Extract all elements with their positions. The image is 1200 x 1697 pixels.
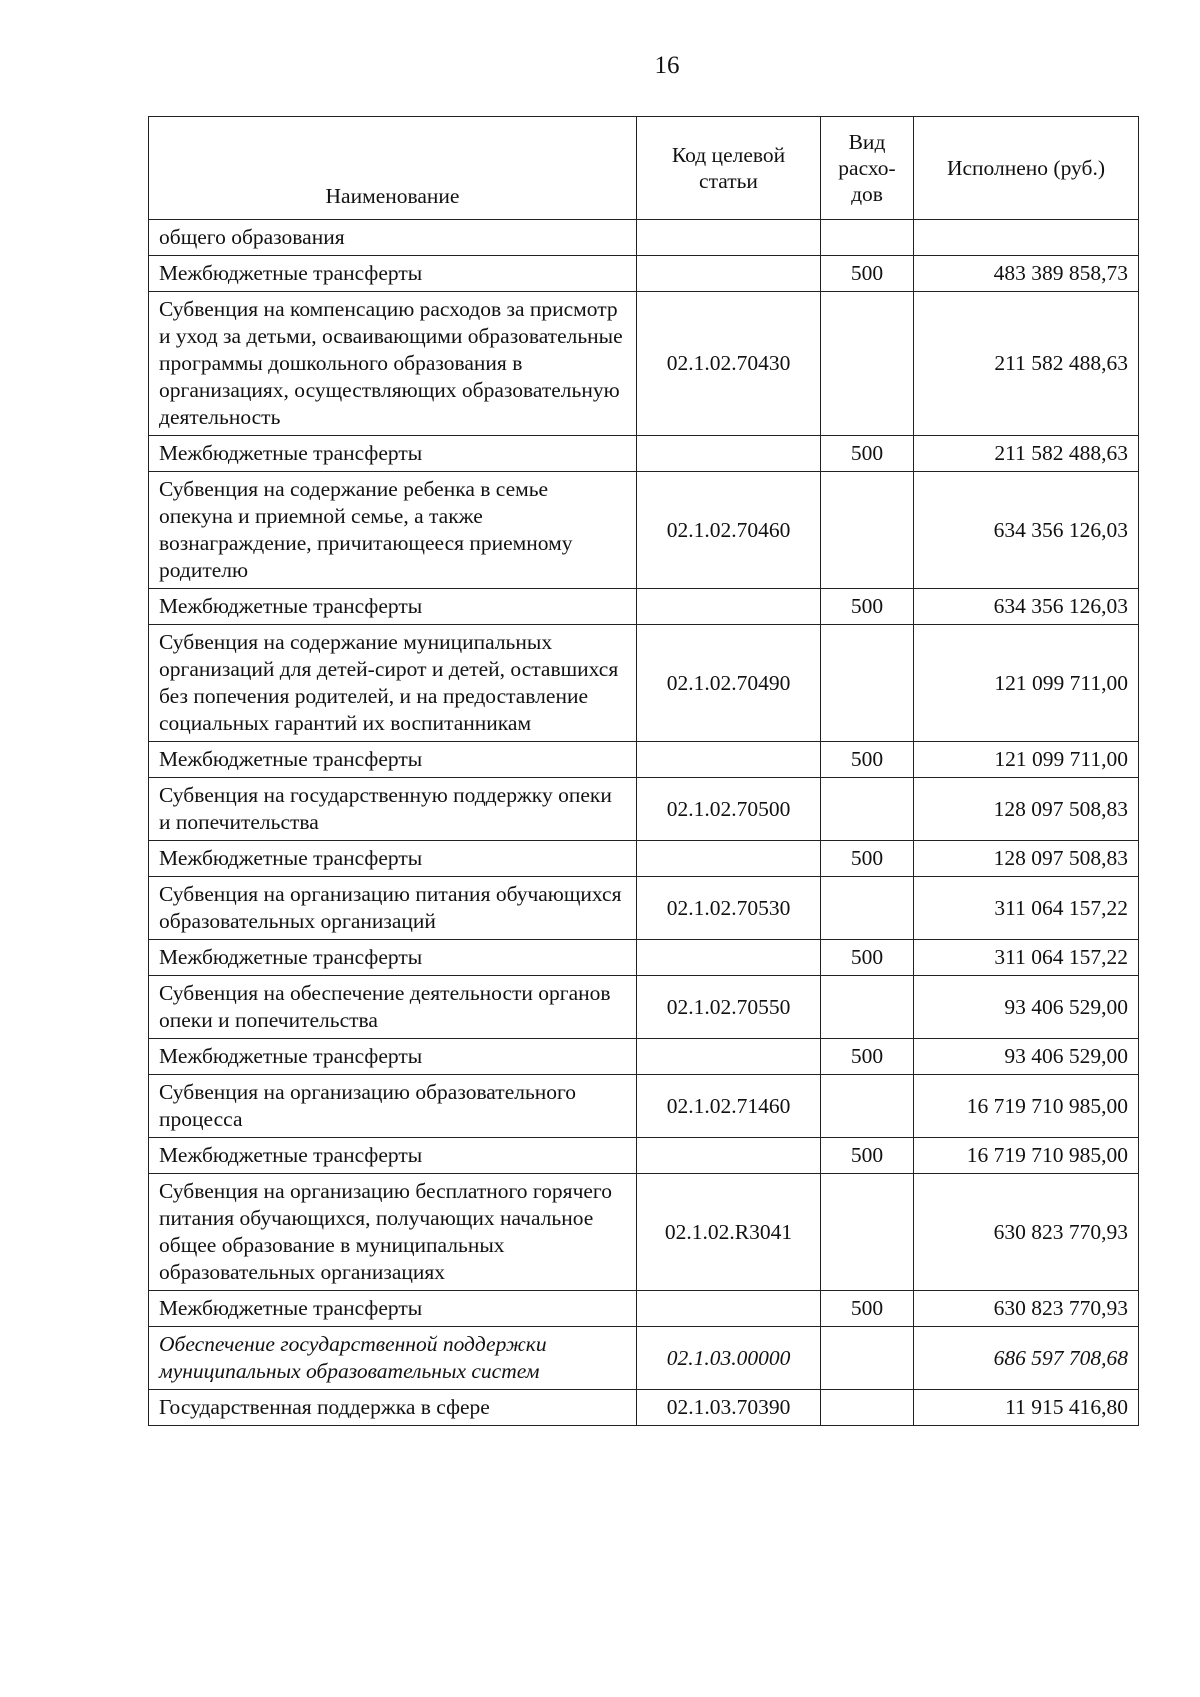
table-row [149,1390,1139,1426]
cell-name: Межбюджетные трансферты [149,589,637,625]
cell-kind [821,1174,914,1291]
cell-code: 02.1.02.R3041 [637,1174,821,1291]
table-header-row [149,117,1139,220]
table-row [149,1138,1139,1174]
cell-name: Государственная поддержка в сфере [149,1390,637,1426]
cell-amount: 16 719 710 985,00 [914,1138,1139,1174]
cell-amount: 16 719 710 985,00 [914,1075,1139,1138]
table-row [149,1174,1139,1291]
table-row [149,436,1139,472]
cell-kind [821,1390,914,1426]
cell-code: 02.1.03.00000 [637,1327,821,1390]
cell-amount [914,220,1139,256]
page-number: 16 [654,52,680,79]
cell-amount: 211 582 488,63 [914,436,1139,472]
cell-amount: 93 406 529,00 [914,1039,1139,1075]
cell-name: Межбюджетные трансферты [149,256,637,292]
cell-code [637,436,821,472]
cell-kind: 500 [821,841,914,877]
cell-kind: 500 [821,742,914,778]
cell-code: 02.1.02.70550 [637,976,821,1039]
table-row [149,1039,1139,1075]
cell-name: Межбюджетные трансферты [149,1039,637,1075]
expenditure-table [148,116,1139,1426]
cell-code [637,742,821,778]
cell-code: 02.1.02.71460 [637,1075,821,1138]
table-row [149,220,1139,256]
cell-kind [821,1327,914,1390]
cell-kind: 500 [821,436,914,472]
cell-amount: 311 064 157,22 [914,940,1139,976]
cell-code: 02.1.02.70500 [637,778,821,841]
cell-code [637,220,821,256]
table-row [149,877,1139,940]
header-amount: Исполнено (руб.) [914,117,1139,220]
cell-code [637,589,821,625]
cell-name: Субвенция на содержание муниципальных организаций для детей-сирот и детей, оставшихся без попечения родителей, и на предоставление социальных гарантий их воспитанникам [149,625,637,742]
cell-kind [821,778,914,841]
table-row [149,742,1139,778]
cell-amount: 630 823 770,93 [914,1291,1139,1327]
table-row [149,472,1139,589]
cell-kind [821,625,914,742]
cell-code [637,1291,821,1327]
cell-amount: 121 099 711,00 [914,742,1139,778]
cell-kind: 500 [821,1291,914,1327]
cell-name: Межбюджетные трансферты [149,1291,637,1327]
cell-kind [821,220,914,256]
cell-kind: 500 [821,940,914,976]
cell-kind [821,877,914,940]
cell-name: Субвенция на компенсацию расходов за присмотр и уход за детьми, осваивающими образовательные программы дошкольного образования в организациях, осуществляющих образовательную деятельность [149,292,637,436]
cell-name: Межбюджетные трансферты [149,436,637,472]
cell-kind [821,976,914,1039]
cell-name: Субвенция на обеспечение деятельности органов опеки и попечительства [149,976,637,1039]
cell-code: 02.1.02.70430 [637,292,821,436]
cell-amount: 93 406 529,00 [914,976,1139,1039]
cell-kind [821,1075,914,1138]
cell-code [637,1138,821,1174]
cell-kind [821,292,914,436]
table-row [149,976,1139,1039]
cell-name: Субвенция на организацию бесплатного горячего питания обучающихся, получающих начальное общее образование в муниципальных образовательных организациях [149,1174,637,1291]
cell-kind: 500 [821,256,914,292]
cell-name: Межбюджетные трансферты [149,940,637,976]
table-row [149,589,1139,625]
cell-name: общего образования [149,220,637,256]
header-name: Наименование [149,117,637,220]
table-row [149,1075,1139,1138]
cell-amount: 211 582 488,63 [914,292,1139,436]
table-row [149,256,1139,292]
cell-name: Межбюджетные трансферты [149,1138,637,1174]
cell-name: Субвенция на государственную поддержку опеки и попечительства [149,778,637,841]
cell-kind: 500 [821,1039,914,1075]
cell-code [637,1039,821,1075]
cell-amount: 11 915 416,80 [914,1390,1139,1426]
cell-name: Субвенция на содержание ребенка в семье опекуна и приемной семье, а также вознаграждение, причитающееся приемному родителю [149,472,637,589]
table-row [149,940,1139,976]
table-row [149,625,1139,742]
table-row [149,841,1139,877]
cell-amount: 634 356 126,03 [914,472,1139,589]
cell-code [637,256,821,292]
header-code: Код целевой статьи [637,117,821,220]
cell-amount: 630 823 770,93 [914,1174,1139,1291]
table-row [149,1327,1139,1390]
cell-name: Межбюджетные трансферты [149,841,637,877]
cell-name: Субвенция на организацию питания обучающихся образовательных организаций [149,877,637,940]
header-kind: Вид расхо-дов [821,117,914,220]
cell-kind: 500 [821,589,914,625]
cell-kind [821,472,914,589]
table-row [149,1291,1139,1327]
cell-code [637,940,821,976]
cell-name: Субвенция на организацию образовательного процесса [149,1075,637,1138]
cell-amount: 128 097 508,83 [914,841,1139,877]
cell-code: 02.1.02.70460 [637,472,821,589]
cell-code: 02.1.03.70390 [637,1390,821,1426]
table-row [149,778,1139,841]
cell-amount: 121 099 711,00 [914,625,1139,742]
cell-kind: 500 [821,1138,914,1174]
cell-code: 02.1.02.70530 [637,877,821,940]
cell-name: Обеспечение государственной поддержки муниципальных образовательных систем [149,1327,637,1390]
cell-code: 02.1.02.70490 [637,625,821,742]
cell-amount: 128 097 508,83 [914,778,1139,841]
cell-name: Межбюджетные трансферты [149,742,637,778]
table-body [149,220,1139,1426]
cell-amount: 311 064 157,22 [914,877,1139,940]
cell-amount: 686 597 708,68 [914,1327,1139,1390]
table-row [149,292,1139,436]
cell-amount: 483 389 858,73 [914,256,1139,292]
cell-amount: 634 356 126,03 [914,589,1139,625]
cell-code [637,841,821,877]
